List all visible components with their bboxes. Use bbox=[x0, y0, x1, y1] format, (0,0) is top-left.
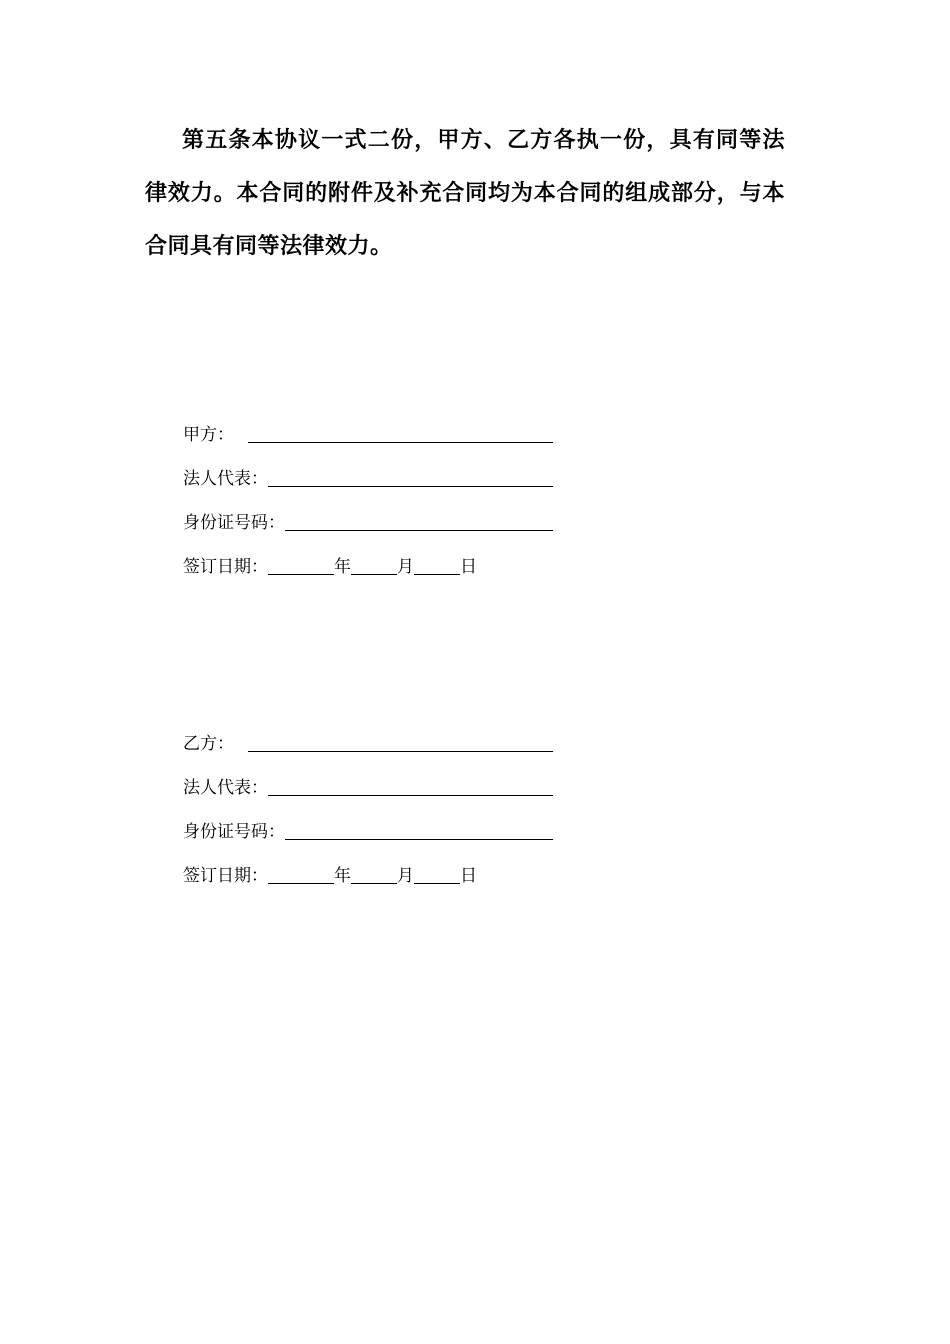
party-a-rep-field[interactable] bbox=[268, 467, 553, 487]
party-a-day-field[interactable] bbox=[414, 555, 460, 575]
party-b-date-row bbox=[183, 843, 553, 887]
party-b-month-field[interactable] bbox=[351, 864, 397, 884]
party-a-date-label: 签订日期： bbox=[183, 557, 268, 577]
party-b-name-row bbox=[183, 711, 553, 755]
party-b-name-field[interactable] bbox=[248, 732, 553, 752]
party-a-year-field[interactable] bbox=[268, 555, 334, 575]
party-a-rep-label: 法人代表： bbox=[183, 469, 268, 489]
party-a-id-field[interactable] bbox=[285, 511, 553, 531]
article-five-paragraph: 第五条本协议一式二份，甲方、乙方各执一份，具有同等法律效力。本合同的附件及补充合同均为本合同的组成部分，与本合同具有同等法律效力。 bbox=[145, 127, 785, 259]
party-a-id-row bbox=[183, 490, 553, 534]
party-b-id-field[interactable] bbox=[285, 820, 553, 840]
year-unit: 年 bbox=[334, 557, 351, 577]
year-unit: 年 bbox=[334, 866, 351, 886]
party-a-name-field[interactable] bbox=[248, 423, 553, 443]
month-unit: 月 bbox=[397, 866, 414, 886]
party-b-rep-row bbox=[183, 755, 553, 799]
party-b-id-row bbox=[183, 799, 553, 843]
party-a-date-row bbox=[183, 534, 553, 578]
party-b-label: 乙方： bbox=[183, 734, 234, 754]
party-a-rep-row bbox=[183, 446, 553, 490]
day-unit: 日 bbox=[460, 557, 477, 577]
party-b-signature-block bbox=[183, 711, 553, 887]
day-unit: 日 bbox=[460, 866, 477, 886]
party-b-rep-label: 法人代表： bbox=[183, 778, 268, 798]
party-b-rep-field[interactable] bbox=[268, 776, 553, 796]
party-a-label: 甲方： bbox=[183, 425, 234, 445]
party-b-date-label: 签订日期： bbox=[183, 866, 268, 886]
party-b-id-label: 身份证号码： bbox=[183, 822, 285, 842]
party-a-name-row bbox=[183, 402, 553, 446]
party-a-signature-block bbox=[183, 402, 553, 578]
party-b-year-field[interactable] bbox=[268, 864, 334, 884]
party-b-day-field[interactable] bbox=[414, 864, 460, 884]
party-a-id-label: 身份证号码： bbox=[183, 513, 285, 533]
party-a-month-field[interactable] bbox=[351, 555, 397, 575]
month-unit: 月 bbox=[397, 557, 414, 577]
